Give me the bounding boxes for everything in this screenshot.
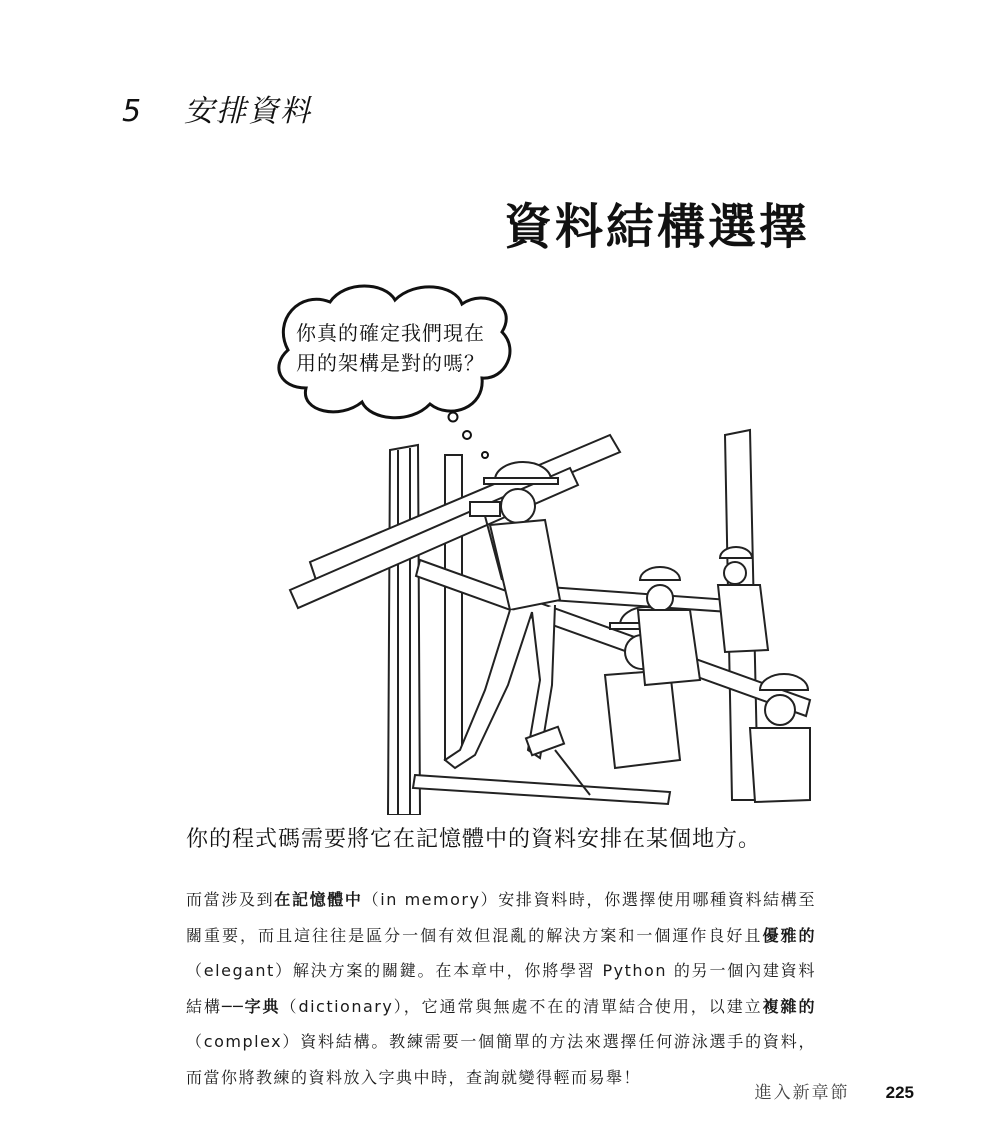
term-in-memory: 在記憶體中 xyxy=(274,890,363,909)
term-dictionary: 字典 xyxy=(244,996,281,1016)
page-number: 225 xyxy=(885,1083,914,1102)
chapter-number: 5 xyxy=(122,94,142,129)
body-paragraph xyxy=(186,882,816,1095)
page-title: 資料結構選擇 xyxy=(503,199,810,255)
body-text-run: 而當涉及到 xyxy=(186,890,275,909)
thought-bubble-text xyxy=(296,318,496,378)
term-elegant: 優雅的 xyxy=(762,925,816,945)
chapter-title: 安排資料 xyxy=(184,94,312,129)
workers xyxy=(445,462,810,802)
body-text-run: （dictionary），它通常與無處不在的清單結合使用，以建立 xyxy=(280,996,763,1016)
lead-sentence: 你的程式碼需要將它在記憶體中的資料安排在某個地方。 xyxy=(186,827,762,852)
thought-bubble-line: 你真的確定我們現在 xyxy=(296,321,485,345)
section-label: 進入新章節 xyxy=(754,1083,850,1103)
thought-bubble-line: 用的架構是對的嗎？ xyxy=(296,351,485,375)
body-text-run: （in memory）安排資料時，你選擇使用哪種資料結構至關重要，而且這往往是區分一個有效但混亂的解決方案和一個運作良好且 xyxy=(186,890,816,945)
term-complex: 複雜的 xyxy=(762,996,816,1016)
body-text-run: （elegant）解決方案的關鍵。在本章中，你將學習 Python 的另一個內建資料結構── xyxy=(186,961,816,1016)
page-footer xyxy=(755,1078,914,1103)
chapter-header xyxy=(122,86,312,130)
body-text-run: （complex）資料結構。教練需要一個簡單的方法來選擇任何游泳選手的資料，而當你將教練的資料放入字典中時，查詢就變得輕而易舉！ xyxy=(186,1032,816,1087)
